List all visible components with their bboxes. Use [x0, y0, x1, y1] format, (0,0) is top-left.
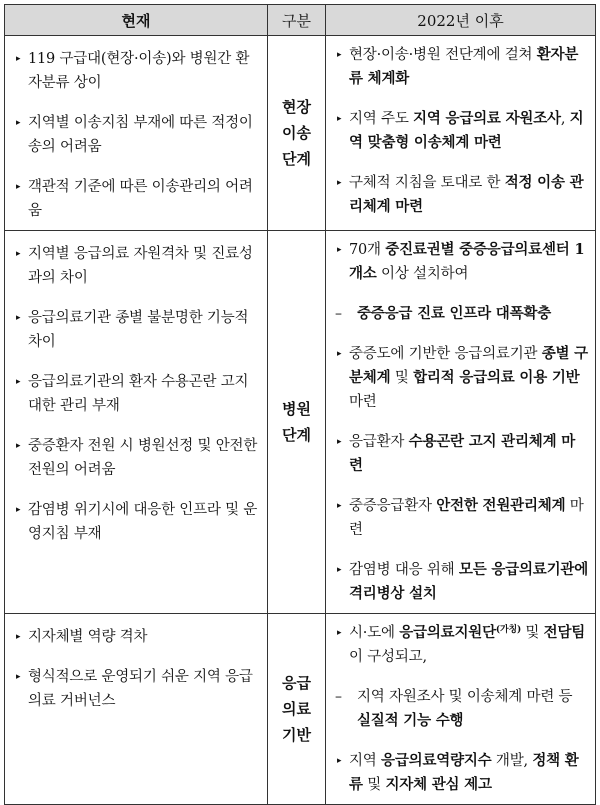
- bullet-icon: ▸: [337, 628, 342, 638]
- emphasis-text: 응급의료지원단: [399, 624, 496, 641]
- bullet-icon: ▸: [337, 756, 342, 766]
- after-item: [335, 171, 588, 219]
- plain-text: 이 구성되고,: [349, 649, 427, 665]
- after-item: [335, 238, 588, 286]
- bullet-icon: ▸: [16, 441, 21, 451]
- current-cell: [5, 36, 268, 231]
- table-row: [5, 36, 596, 231]
- current-item: [14, 370, 260, 418]
- after-cell: [326, 231, 596, 614]
- current-item: [14, 47, 260, 95]
- plain-text: 지역 자원조사 및 이송체계 마련 등: [357, 689, 573, 705]
- emphasis-text: 응급의료역량지수: [381, 752, 492, 769]
- category-label: 기반: [282, 726, 311, 744]
- emphasis-text: 모든 응급의료기관에 격리병상 설치: [349, 561, 589, 602]
- current-item: [14, 434, 260, 482]
- current-item-text: 응급의료기관의 환자 수용곤란 고지 대한 관리 부재: [28, 374, 249, 414]
- emphasis-text: 정책 환류: [349, 752, 579, 793]
- bullet-icon: ▸: [337, 437, 342, 447]
- current-item: [14, 665, 260, 713]
- plain-text: 개발,: [491, 753, 533, 769]
- plain-text: ,: [560, 111, 570, 127]
- current-item: [14, 306, 260, 354]
- dash-icon: –: [335, 306, 342, 322]
- emphasis-text: 수용곤란 고지 관리체계 마련: [349, 433, 576, 474]
- bullet-icon: ▸: [337, 349, 342, 359]
- emphasis-text: 환자분류 체계화: [349, 46, 579, 87]
- plain-text: 중증응급환자: [349, 498, 437, 514]
- current-item-text: 감염병 위기시에 대응한 인프라 및 운영지침 부재: [28, 502, 258, 542]
- emphasis-text: 중진료권별 중증응급의료센터 1개소: [349, 241, 585, 282]
- plain-text: 지역: [349, 753, 382, 769]
- comparison-table: [4, 4, 596, 805]
- bullet-icon: ▸: [337, 178, 342, 188]
- emphasis-text: 전담팀: [543, 624, 586, 641]
- after-cell: [326, 614, 596, 805]
- after-item: [335, 558, 588, 606]
- current-item-text: 지역별 이송지침 부재에 따른 적정이송의 어려움: [28, 115, 253, 155]
- emphasis-text: 지역 맞춤형 이송체계 마련: [349, 110, 584, 151]
- bullet-icon: ▸: [16, 672, 21, 682]
- plain-text: 현장·이송·병원 전단계에 걸쳐: [349, 47, 537, 63]
- current-item-text: 중증환자 전원 시 병원선정 및 안전한 전원의 어려움: [28, 438, 258, 478]
- category-label: 병원: [282, 400, 311, 418]
- current-item-text: 119 구급대(현장·이송)와 병원간 환자분류 상이: [28, 51, 250, 91]
- plain-text: 이상 설치하여: [376, 266, 469, 282]
- emphasis-text: 적정 이송 관리체계 마련: [349, 174, 584, 215]
- category-cell: [268, 36, 326, 231]
- plain-text: 지역 주도: [349, 111, 414, 127]
- plain-text: 감염병 대응 위해: [349, 562, 459, 578]
- after-item: [335, 107, 588, 155]
- emphasis-text: (가칭): [495, 625, 522, 635]
- bullet-icon: ▸: [16, 249, 21, 259]
- current-item-text: 지자체별 역량 격차: [28, 629, 148, 645]
- bullet-icon: ▸: [16, 505, 21, 515]
- current-cell: [5, 614, 268, 805]
- emphasis-text: 합리적 응급의료 이용 기반: [413, 369, 580, 386]
- plain-text: 및: [362, 777, 386, 793]
- after-item: [335, 43, 588, 91]
- category-label: 현장: [282, 98, 311, 116]
- after-item: [335, 342, 588, 414]
- after-item: [335, 430, 588, 478]
- bullet-icon: ▸: [16, 632, 21, 642]
- category-label: 단계: [282, 426, 311, 444]
- bullet-icon: ▸: [16, 118, 21, 128]
- header-category: 구분: [268, 5, 326, 36]
- bullet-icon: ▸: [337, 114, 342, 124]
- emphasis-text: 안전한 전원관리체계: [436, 497, 566, 514]
- plain-text: 및: [521, 625, 544, 641]
- emphasis-text: 중증응급 진료 인프라 대폭확충: [357, 305, 552, 322]
- current-item: [14, 625, 260, 649]
- table-row: [5, 231, 596, 614]
- plain-text: 응급환자: [349, 434, 409, 450]
- bullet-icon: ▸: [16, 54, 21, 64]
- after-subitem: [335, 302, 588, 326]
- plain-text: 70개: [349, 242, 386, 258]
- plain-text: 시·도에: [349, 625, 400, 641]
- current-item-text: 객관적 기준에 따른 이송관리의 어려움: [28, 179, 253, 219]
- emphasis-text: 지역 응급의료 자원조사: [413, 110, 561, 127]
- plain-text: 마련: [349, 498, 584, 538]
- current-item: [14, 242, 260, 290]
- plain-text: 및: [390, 370, 414, 386]
- plain-text: 중증도에 기반한 응급의료기관: [349, 346, 542, 362]
- table-row: [5, 614, 596, 805]
- current-item-text: 지역별 응급의료 자원격차 및 진료성과의 차이: [28, 246, 253, 286]
- dash-icon: –: [335, 689, 342, 705]
- current-item: [14, 175, 260, 223]
- after-subitem: [335, 685, 588, 733]
- current-cell: [5, 231, 268, 614]
- current-item-text: 응급의료기관 종별 불분명한 기능적 차이: [28, 310, 249, 350]
- plain-text: 마련: [349, 394, 377, 410]
- emphasis-text: 종별 구분체계: [349, 345, 588, 386]
- bullet-icon: ▸: [16, 377, 21, 387]
- current-item: [14, 498, 260, 546]
- current-item-text: 형식적으로 운영되기 쉬운 지역 응급의료 거버넌스: [28, 669, 253, 709]
- emphasis-text: 지자체 관심 제고: [385, 776, 492, 793]
- header-current: 현재: [5, 5, 268, 36]
- after-item: [335, 749, 588, 797]
- emphasis-text: 실질적 기능 수행: [357, 712, 464, 729]
- header-row: [5, 5, 596, 36]
- after-cell: [326, 36, 596, 231]
- after-item: [335, 621, 588, 669]
- bullet-icon: ▸: [337, 565, 342, 575]
- current-item: [14, 111, 260, 159]
- plain-text: 구체적 지침을 토대로 한: [349, 175, 505, 191]
- category-label: 이송: [282, 124, 311, 142]
- after-item: [335, 494, 588, 542]
- bullet-icon: ▸: [16, 182, 21, 192]
- category-label: 응급: [282, 674, 311, 692]
- header-after: 2022년 이후: [326, 5, 596, 36]
- category-cell: [268, 231, 326, 614]
- bullet-icon: ▸: [337, 245, 342, 255]
- category-label: 단계: [282, 150, 311, 168]
- category-label: 의료: [282, 700, 311, 718]
- bullet-icon: ▸: [337, 50, 342, 60]
- category-cell: [268, 614, 326, 805]
- bullet-icon: ▸: [337, 501, 342, 511]
- bullet-icon: ▸: [16, 313, 21, 323]
